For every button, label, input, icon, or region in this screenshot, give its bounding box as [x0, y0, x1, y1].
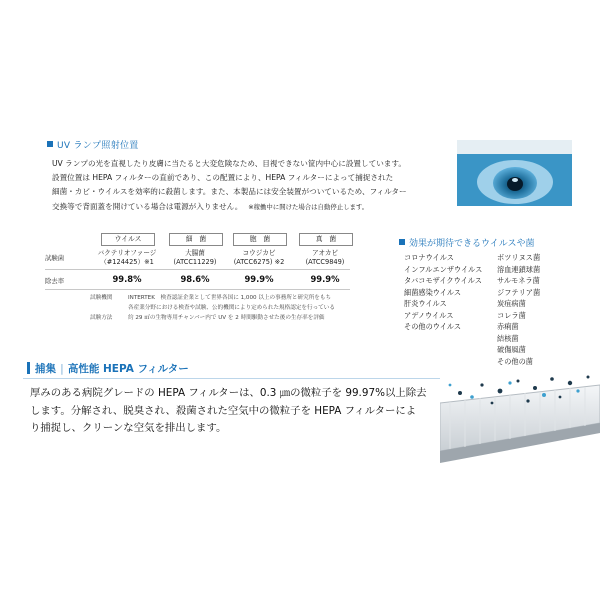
uv-line: 細菌・カビ・ウイルスを効率的に殺菌します。また、本製品には安全装置がついているため、フィルター: [52, 187, 407, 197]
hepa-line: り捕捉し、クリーンな空気を排出します。: [30, 422, 227, 434]
list-item: 結核菌: [497, 333, 519, 343]
list-item: インフルエンザウイルス: [404, 264, 483, 274]
uv-line: UV ランプの光を直視したり皮膚に当たると大変危険なため、目視できない筐内中心に設置しています。: [52, 159, 406, 168]
uv-heading-text: UV ランプ照射位置: [57, 141, 139, 151]
hepa-tag: 捕集: [35, 363, 56, 375]
hepa-description: [30, 385, 450, 438]
list-item: 破傷風菌: [497, 345, 526, 354]
square-bullet-icon: [399, 239, 405, 245]
hepa-heading: 捕集 | 高性能 HEPA フィルター: [27, 361, 189, 376]
column-header-spore: 胞 菌: [233, 233, 287, 246]
hepa-line: します。分解され、脱臭され、殺菌された空気中の微粒子を HEPA フィルターによ: [30, 404, 417, 417]
organism-cell: 大腸菌 (ATCC11229): [173, 249, 217, 266]
uv-section-heading: [47, 138, 139, 151]
square-bullet-icon: [47, 141, 53, 147]
list-item: ジフテリア菌: [497, 287, 541, 297]
uv-note: ※稼働中に開けた場合は自動停止します。: [248, 202, 369, 211]
uv-description: [52, 157, 430, 214]
uv-line: [52, 200, 430, 214]
effective-heading-text: 効果が期待できるウイルスや菌: [409, 239, 535, 249]
list-item: 赤痢菌: [497, 322, 519, 331]
table-divider: [45, 269, 350, 270]
removal-rate: 99.8%: [112, 274, 142, 284]
note-line: 試験機関 INTERTEK 検査認証企業として世界各国に 1,000 以上の事務所と研究所をもち: [90, 295, 332, 301]
row-label-removal: 除去率: [45, 277, 65, 285]
list-item: アデノウイルス: [404, 310, 454, 320]
uv-lamp-photo: [457, 140, 572, 206]
list-item: ボツリヌス菌: [497, 253, 541, 262]
organism-cell: コウジカビ (ATCC6275) ※2: [233, 249, 285, 266]
list-item: 炭疽病菌: [497, 299, 526, 308]
effective-heading: [399, 236, 534, 249]
hepa-filter-photo: [440, 373, 600, 463]
virus-list: [404, 252, 482, 333]
table-divider: [45, 289, 350, 290]
list-item: 細菌感染ウイルス: [404, 287, 462, 297]
uv-line: 設置位置は HEPA フィルターの直前であり、この配置により、HEPA フィルターによって捕捉された: [52, 173, 394, 183]
list-item: コレラ菌: [497, 310, 526, 320]
uv-line-text: 交換等で背面蓋を開けている場合は電源が入りません。: [52, 201, 243, 211]
organism-cell: アオカビ (ATCC9849): [305, 249, 345, 266]
note-line: 試験方法 約 29 ㎥の生物専用チャンバー内で UV を 2 時間駆動させた後の生存率を評価: [90, 315, 325, 321]
list-item: 溶血連鎖球菌: [497, 264, 541, 274]
column-header-virus: ウイルス: [101, 233, 155, 246]
list-item: タバコモザイクウイルス: [404, 276, 482, 285]
hepa-line: 厚みのある病院グレードの HEPA フィルターは、0.3 ㎛の微粒子を 99.97%以上除去: [30, 387, 427, 399]
removal-rate: 98.6%: [180, 274, 210, 284]
heading-bar-icon: [27, 362, 30, 374]
removal-rate: 99.9%: [244, 274, 274, 284]
column-header-fungus: 真 菌: [299, 233, 353, 246]
list-item: サルモネラ菌: [497, 276, 540, 285]
bacteria-list: [497, 252, 540, 367]
list-item: 肝炎ウイルス: [404, 299, 447, 308]
list-item: その他のウイルス: [404, 322, 462, 331]
hepa-title-text: 高性能 HEPA フィルター: [67, 363, 189, 375]
test-notes: [90, 293, 335, 323]
list-item: コロナウイルス: [404, 253, 454, 262]
list-item: その他の菌: [497, 356, 533, 366]
row-label-organism: 試験菌: [45, 254, 65, 262]
removal-rate: 99.9%: [310, 274, 340, 284]
note-line: 各産業分野における検査や試験、公的機関により定められた規格認定を行っている: [128, 305, 335, 311]
organism-cell: バクテリオファージ （#124425）※1: [97, 249, 157, 266]
column-header-bacteria: 細 菌: [169, 233, 223, 246]
